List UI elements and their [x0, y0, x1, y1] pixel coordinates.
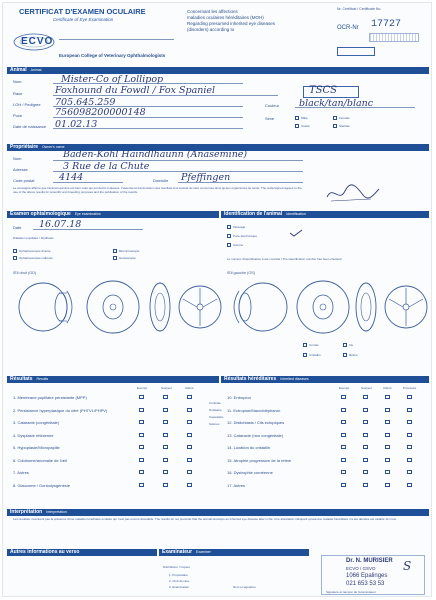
inherited-row-checkbox[interactable]: [363, 408, 368, 412]
results-row-checkbox[interactable]: [139, 420, 144, 424]
exam-option-3-checkbox[interactable]: [113, 249, 117, 253]
examiner-city: 1066 Epalinges: [346, 573, 388, 579]
inherited-row-checkbox[interactable]: [341, 483, 346, 487]
barcode-strip: [369, 33, 419, 42]
registry-value: TSCS: [309, 85, 338, 96]
cert-number-note: Nr. Certificat / Certificate No.: [337, 7, 382, 11]
inherited-row-checkbox[interactable]: [363, 395, 368, 399]
legend-cornea-label: Cornée: [309, 343, 319, 347]
right-eye-fundus-diagram: [177, 279, 223, 335]
owner-declaration: Le soussigné affirme que l'animal examiné est bien celui qui est décrit ci-dessus. J'autorise la transmission des résultats à la société de race concernée ainsi qu'aux organismes de santé. The undersigned agrees to the use of the above results for scientific and breeding purposes and the publication of the results.: [13, 186, 302, 194]
inherited-row-label: 14. Luxation du cristallin: [227, 445, 270, 450]
cataract-type-3: Capsulaire: [209, 415, 224, 419]
inherited-row-checkbox[interactable]: [407, 470, 412, 474]
animal-section-header: Animal Animal: [7, 67, 429, 74]
results-row-label: 8. Glaucome / Goniodysgénésie: [13, 482, 70, 488]
distribution-3: 3. Examinateur: [169, 585, 190, 589]
chip-label: Puce: [13, 113, 23, 118]
id-chip-checkbox[interactable]: [227, 234, 231, 238]
inherited-row-checkbox[interactable]: [407, 445, 412, 449]
inherited-row-checkbox[interactable]: [385, 408, 390, 412]
certificate-page: [2, 2, 432, 597]
cataract-type-1: Corticale: [209, 401, 221, 405]
distribution-label: Distribution / Copies: [163, 565, 190, 569]
inherited-row-checkbox[interactable]: [407, 408, 412, 412]
results-row-label: 3. Cataracte (congénitale): [13, 420, 60, 425]
code-box: [337, 47, 375, 56]
ecvo-logo-text: ECVO: [21, 36, 54, 47]
inherited-row-checkbox[interactable]: [363, 433, 368, 437]
results-row-label: 6. Colobome/anomalie de l'œil: [13, 457, 67, 463]
results-row-label: 7. Autres: [13, 470, 29, 475]
sex-male-checkbox[interactable]: [295, 116, 299, 120]
left-eye-fundus-diagram: [383, 279, 429, 335]
color-label: Couleur: [265, 103, 280, 108]
results-row-checkbox[interactable]: [139, 458, 144, 462]
results-row-label: 2. Persistance hyperplasique du vitré (PHTVL/PHPV): [13, 407, 108, 413]
neutered-label: Castré: [301, 124, 310, 128]
ecvo-logo: [13, 33, 55, 51]
owner-address-value: 3 Rue de la Chute: [63, 161, 150, 172]
intro-text: Concernant les affections maladies oculaires héréditaires (MOH) Regarding presumed inherited eye diseases (disorders) according to: [187, 9, 276, 32]
results-row-checkbox[interactable]: [163, 433, 168, 437]
inherited-row-checkbox[interactable]: [385, 433, 390, 437]
exam-option-4-checkbox[interactable]: [113, 256, 117, 260]
owner-name-label: Nom: [13, 156, 22, 161]
interpretation-text: Les résultats n'excluent pas la présence d'une maladie héréditaire oculaire qui n'est pas encore décelable. The results do not preclude that the animal develops an inherited eye disease later in life. Une attestation indiquant qu'aucune maladie héréditaire n'a été décelée est valable 12 mois.: [13, 517, 397, 521]
results-row-checkbox[interactable]: [163, 408, 168, 412]
legend-retina-label: Rétine: [349, 353, 358, 357]
inherited-row-checkbox[interactable]: [407, 458, 412, 462]
dob-value: 01.02.13: [55, 119, 98, 130]
results-row-checkbox[interactable]: [187, 408, 192, 412]
inherited-row-checkbox[interactable]: [385, 420, 390, 424]
owner-zip-label: Code postal: [13, 178, 35, 183]
sex-female-label: Femelle: [339, 116, 350, 120]
breed-label: Race: [13, 91, 23, 96]
exam-section-header: Examen ophtalmologique Eye examination: [7, 211, 219, 218]
inherited-row-checkbox[interactable]: [407, 395, 412, 399]
exam-date-label: Date: [13, 225, 22, 230]
results-row-label: 4. Dysplasie rétinienne: [13, 432, 54, 438]
exam-option-1-label: Ophtalmoscopie directe: [19, 249, 51, 253]
results-col-affected: Atteint: [185, 386, 194, 390]
exam-dilation-note: Dilatation pupillaire / Mydriasis: [13, 236, 54, 240]
owner-zip-value: 4144: [59, 172, 84, 183]
results-row-checkbox[interactable]: [187, 458, 192, 462]
other-info-section-header: Autres informations au verso: [7, 549, 157, 556]
exam-option-1-checkbox[interactable]: [13, 249, 17, 253]
inherited-col-suspect: Suspect: [361, 386, 372, 390]
inherited-row-checkbox[interactable]: [341, 420, 346, 424]
neutered-checkbox[interactable]: [295, 124, 299, 128]
inherited-row-label: 15. Atrophie progressive de la rétine: [227, 457, 292, 463]
id-chip-label: Puce électronique: [233, 234, 258, 238]
right-eye-label: Œil droit (OD): [13, 271, 37, 275]
results-row-checkbox[interactable]: [139, 483, 144, 487]
inherited-col-provisional: Provisoire: [403, 386, 417, 390]
inherited-row-checkbox[interactable]: [363, 445, 368, 449]
inherited-row-label: 17. Autres: [227, 482, 246, 488]
legend-iris-checkbox: [343, 343, 347, 347]
animal-name-value: Mister-Co of Lollipop: [61, 74, 164, 85]
exam-option-3-label: Biomicroscopie: [119, 249, 140, 253]
exam-date-value: 16.07.18: [39, 219, 82, 230]
pedigree-value: 705.645.259: [55, 97, 116, 108]
inherited-row-label: 10. Entropion: [227, 395, 251, 400]
inherited-row-checkbox[interactable]: [407, 483, 412, 487]
inherited-row-checkbox[interactable]: [341, 470, 346, 474]
exam-option-2-checkbox[interactable]: [13, 256, 17, 260]
results-row-checkbox[interactable]: [187, 445, 192, 449]
right-eye-front-diagram: [85, 279, 141, 335]
inherited-row-checkbox[interactable]: [341, 445, 346, 449]
results-row-checkbox[interactable]: [187, 470, 192, 474]
certificate-title: CERTIFICAT D'EXAMEN OCULAIRE: [19, 7, 146, 16]
left-eye-lens-diagram: [351, 279, 381, 335]
animal-name-label: Nom: [13, 79, 22, 84]
results-section-header: Résultats Results: [7, 376, 219, 383]
inherited-row-checkbox[interactable]: [385, 483, 390, 487]
chip-value: 756098200000148: [55, 107, 146, 118]
results-row-checkbox[interactable]: [187, 433, 192, 437]
id-none-checkbox[interactable]: [227, 243, 231, 247]
inherited-section-header: Résultats héréditaires Inherited diseases: [221, 376, 429, 383]
results-row-checkbox[interactable]: [163, 483, 168, 487]
results-row-checkbox[interactable]: [139, 433, 144, 437]
results-row-checkbox[interactable]: [139, 395, 144, 399]
certificate-subtitle: Certificate of Eye Examination: [53, 17, 114, 22]
legend-retina-checkbox: [343, 353, 347, 357]
legend-lens-checkbox: [303, 353, 307, 357]
inherited-row-label: 13. Cataracte (non congénitale): [227, 432, 284, 438]
inherited-row-label: 16. Dystrophie cornéenne: [227, 470, 273, 475]
examiner-org: ECVO / GSVO: [346, 566, 376, 571]
results-row-label: 5. Hypoplasie/Micropapille: [13, 445, 60, 450]
owner-section-header: Propriétaire Owner's name: [7, 144, 429, 151]
id-tattoo-checkbox[interactable]: [227, 225, 231, 229]
breed-value: Foxhound du Fowdl / Fox Spaniel: [55, 85, 216, 96]
inherited-row-checkbox[interactable]: [341, 408, 346, 412]
inherited-row-label: 12. Distichiasis / Cils ectopiques: [227, 420, 285, 425]
inherited-row-checkbox[interactable]: [341, 433, 346, 437]
left-eye-front-diagram: [295, 279, 351, 335]
examiner-section-header: Examinateur Examiner: [159, 549, 309, 556]
inherited-row-checkbox[interactable]: [385, 458, 390, 462]
dob-label: Date de naissance: [13, 124, 47, 129]
interpretation-section-header: Interprétation Interpretation: [7, 509, 429, 516]
distribution-2: 2. Club de race: [169, 579, 190, 583]
spayed-label: Stérilisé: [339, 124, 350, 128]
inherited-row-checkbox[interactable]: [363, 470, 368, 474]
inherited-row-checkbox[interactable]: [363, 458, 368, 462]
id-checkmark: [289, 229, 303, 237]
examiner-phone: 021 653 53 53: [346, 581, 385, 587]
inherited-row-checkbox[interactable]: [385, 395, 390, 399]
owner-name-value: Baden-Kohl Haindlhaunn (Anasemine): [63, 149, 248, 160]
handwritten-ref: S: [403, 559, 412, 573]
right-eye-lens-diagram: [145, 279, 175, 335]
sex-label: Sexe: [265, 116, 275, 121]
results-row-checkbox[interactable]: [187, 483, 192, 487]
college-name: European College of Veterinary Ophthalmologists: [59, 53, 166, 58]
results-col-suspect: Suspect: [161, 386, 172, 390]
id-tattoo-label: Tatouage: [233, 225, 246, 229]
owner-city-value: Pfeffingen: [181, 172, 231, 183]
sex-male-label: Mâle: [301, 116, 308, 120]
cataract-type-2: Nucléaire: [209, 408, 222, 412]
identification-section-header: Identification de l'animal Identification: [221, 211, 429, 218]
exam-option-2-label: Ophtalmoscopie indirecte: [19, 256, 53, 260]
inherited-row-checkbox[interactable]: [407, 420, 412, 424]
color-value: black/tan/blanc: [299, 98, 374, 109]
signature-note: Nom et signature: [233, 585, 256, 589]
right-eye-side-diagram: [11, 279, 81, 335]
inherited-row-checkbox[interactable]: [385, 445, 390, 449]
exam-option-4-label: Gonioscopie: [119, 256, 136, 260]
inherited-row-checkbox[interactable]: [363, 483, 368, 487]
inherited-row-checkbox[interactable]: [341, 458, 346, 462]
results-row-checkbox[interactable]: [187, 420, 192, 424]
results-col-exempt: Exempt: [137, 386, 148, 390]
results-row-checkbox[interactable]: [163, 420, 168, 424]
results-row-checkbox[interactable]: [139, 408, 144, 412]
sex-female-checkbox[interactable]: [333, 116, 337, 120]
results-row-checkbox[interactable]: [163, 395, 168, 399]
owner-address-label: Adresse: [13, 167, 28, 172]
examiner-name: Dr. N. MURISIER: [346, 558, 393, 564]
inherited-row-label: 11. Ectropion/Macroblépharon: [227, 407, 281, 413]
owner-city-label: Domicile: [153, 178, 169, 183]
results-row-checkbox[interactable]: [163, 470, 168, 474]
inherited-row-checkbox[interactable]: [341, 395, 346, 399]
owner-signature: [323, 181, 383, 205]
left-eye-label: Œil gauche (OS): [227, 271, 256, 275]
results-row-checkbox[interactable]: [163, 458, 168, 462]
id-none-label: Aucune: [233, 243, 244, 247]
cataract-type-4: Sutures: [209, 422, 220, 426]
pedigree-label: LOH / Pedigree: [13, 102, 41, 107]
results-row-label: 1. Membrane pupillaire persistante (MPP): [13, 395, 87, 400]
legend-cornea-checkbox: [303, 343, 307, 347]
results-row-checkbox[interactable]: [139, 470, 144, 474]
id-checked-note: Le numéro d'identification a été contrôlé / The identification number has been checked: [227, 257, 342, 261]
inherited-row-checkbox[interactable]: [385, 470, 390, 474]
inherited-col-affected: Atteint: [383, 386, 392, 390]
results-row-checkbox[interactable]: [187, 395, 192, 399]
legend-lens-label: Cristallin: [309, 353, 321, 357]
results-row-checkbox[interactable]: [163, 445, 168, 449]
inherited-row-checkbox[interactable]: [407, 433, 412, 437]
distribution-1: 1. Propriétaire: [169, 573, 188, 577]
left-eye-side-diagram: [225, 279, 295, 335]
subtitle-rule: [59, 39, 174, 40]
spayed-checkbox[interactable]: [333, 124, 337, 128]
inherited-col-exempt: Exempt: [339, 386, 350, 390]
stamp-note: Signature et tampon de l'examinateur: [326, 590, 376, 594]
legend-iris-label: Iris: [349, 343, 353, 347]
results-row-checkbox[interactable]: [139, 445, 144, 449]
ocr-number: 17727: [371, 19, 402, 30]
ocr-label: OCR-Nr: [337, 25, 359, 31]
inherited-row-checkbox[interactable]: [363, 420, 368, 424]
